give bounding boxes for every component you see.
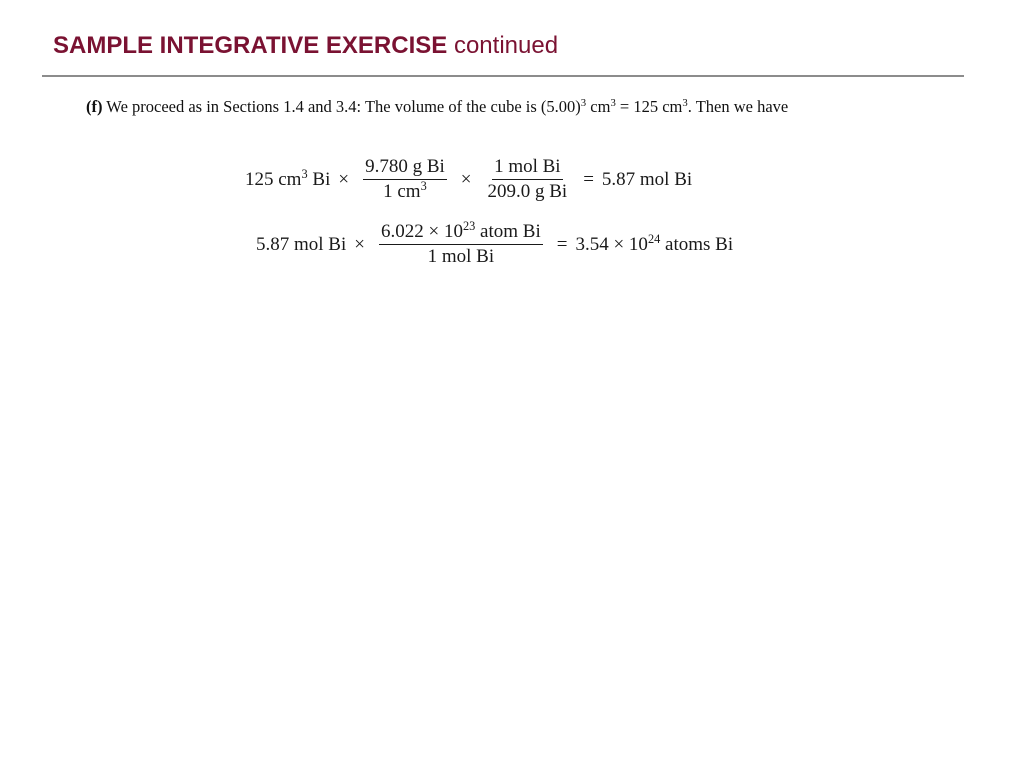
paragraph-exponent-2: 3 (610, 97, 616, 110)
fraction-denominator (381, 180, 429, 204)
eq1-lhs-unit: Bi (307, 168, 331, 190)
eq1-lhs (245, 168, 330, 192)
eq2-num-unit: atom Bi (475, 221, 541, 242)
equation-volume-to-moles (245, 155, 692, 204)
paragraph-text-3: = 125 cm (615, 97, 683, 116)
page-title-continued: continued (453, 32, 559, 59)
times-sign: × (354, 233, 365, 255)
eq1-lhs-exponent: 3 (301, 166, 308, 181)
part-label: (f) (86, 97, 103, 116)
equals-sign: = (556, 233, 568, 255)
eq1-lhs-value: 125 cm (245, 168, 302, 190)
avogadro-fraction (379, 220, 543, 269)
molar-mass-fraction (485, 155, 569, 204)
eq1-result: 5.87 mol Bi (601, 168, 693, 190)
equals-sign: = (583, 168, 594, 190)
exercise-paragraph (86, 96, 788, 118)
eq2-result-unit: atoms Bi (660, 233, 734, 255)
title-divider (42, 75, 964, 77)
eq2-num-exponent: 23 (462, 219, 476, 234)
eq2-num-value: 6.022 × 10 (380, 221, 463, 242)
fraction-numerator: 9.780 g Bi (363, 155, 447, 180)
times-sign: × (460, 168, 472, 190)
eq1-frac1-den-value: 1 cm (383, 181, 421, 202)
fraction-numerator (379, 220, 543, 245)
paragraph-text-1: We proceed as in Sections 1.4 and 3.4: The volume of the cube is (5.00) (102, 97, 581, 116)
eq2-lhs: 5.87 mol Bi (256, 233, 347, 255)
fraction-denominator: 1 mol Bi (427, 246, 495, 267)
page-title-main: SAMPLE INTEGRATIVE EXERCISE (53, 32, 448, 59)
fraction-denominator: 209.0 g Bi (487, 181, 568, 202)
paragraph-text-2: cm (586, 97, 611, 116)
eq2-result-value: 3.54 × 10 (575, 233, 648, 255)
eq1-frac1-den-exponent: 3 (420, 179, 427, 194)
times-sign: × (338, 168, 350, 190)
paragraph-exponent-3: 3 (682, 97, 688, 110)
paragraph-exponent-1: 3 (580, 97, 587, 110)
paragraph-text-4: . Then we have (687, 97, 789, 116)
fraction-numerator: 1 mol Bi (492, 155, 563, 180)
density-fraction (363, 155, 447, 204)
page-title (53, 30, 558, 62)
eq2-result (575, 233, 733, 257)
equation-moles-to-atoms (256, 220, 733, 269)
eq2-result-exponent: 24 (647, 231, 661, 246)
